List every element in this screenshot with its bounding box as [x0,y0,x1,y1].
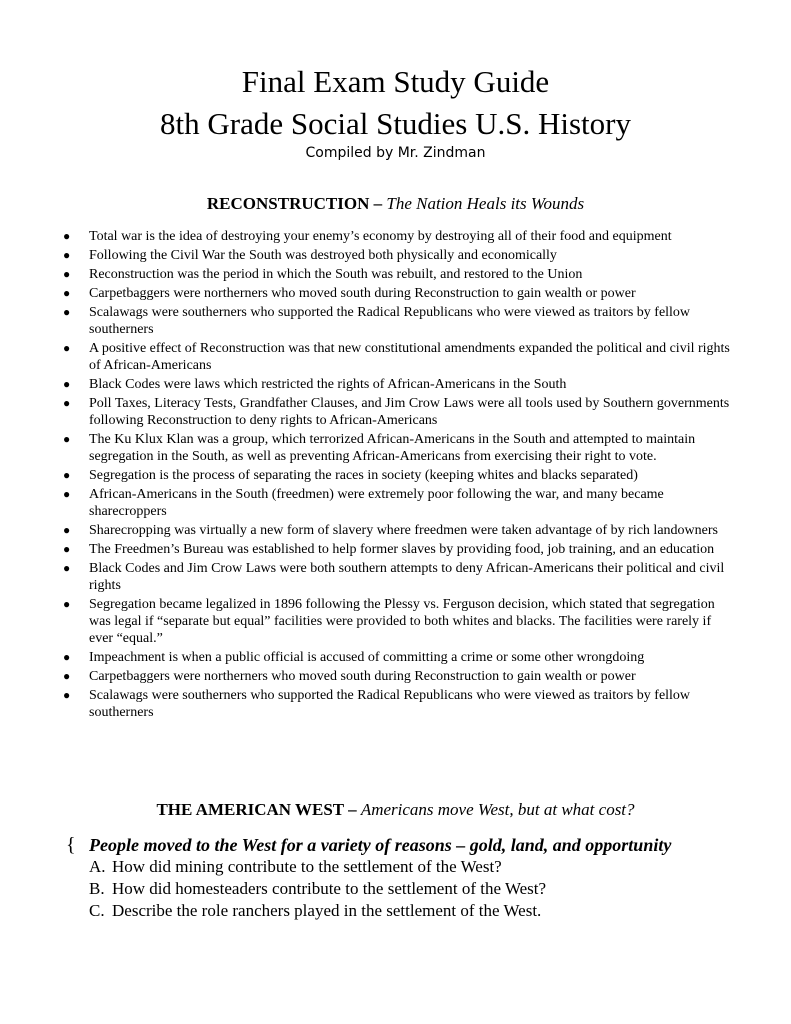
american-west-heading-main: THE AMERICAN WEST – [156,800,357,819]
bullet-icon: ● [63,487,71,501]
question-list [89,856,546,922]
question-text: How did homesteaders contribute to the settlement of the West? [112,879,547,898]
american-west-heading-sub: Americans move West, but at what cost? [360,800,635,819]
bullet-icon: ● [63,248,71,262]
list-item [0,431,791,465]
list-item-text: Reconstruction was the period in which the South was rebuilt, and restored to the Union [89,267,583,282]
list-item [0,304,791,338]
list-item [0,668,791,685]
list-item-text: Black Codes were laws which restricted the rights of African-Americans in the South [89,377,567,392]
bullet-icon: ● [63,597,71,611]
list-item [0,266,791,283]
question-text: Describe the role ranchers played in the settlement of the West. [112,901,542,920]
list-item-text: African-Americans in the South (freedmen) were extremely poor following the war, and many became sharecroppers [89,487,664,519]
list-item [0,467,791,484]
list-item-text: Impeachment is when a public official is accused of committing a crime or some other wrongdoing [89,650,645,665]
bullet-icon: ● [63,669,71,683]
bullet-icon: ● [63,432,71,446]
list-item-text: The Freedmen’s Bureau was established to help former slaves by providing food, job training, and an education [89,542,715,557]
reconstruction-bullet-list [0,228,791,723]
list-item-text: Sharecropping was virtually a new form of slavery where freedmen were taken advantage of by rich landowners [89,523,718,538]
bullet-icon: ● [63,377,71,391]
list-item-text: Following the Civil War the South was destroyed both physically and economically [89,248,557,263]
reconstruction-heading [0,193,791,215]
list-item [0,228,791,245]
reconstruction-heading-sub: The Nation Heals its Wounds [386,194,585,213]
list-item [0,596,791,647]
list-item-text: Poll Taxes, Literacy Tests, Grandfather Clauses, and Jim Crow Laws were all tools used by Southern governments following Reconstruction to deny rights to African-Americans [89,396,730,428]
american-west-topic: People moved to the West for a variety of reasons – gold, land, and opportunity [89,835,672,855]
list-item-text: A positive effect of Reconstruction was that new constitutional amendments expanded the political and civil rights of African-Americans [89,341,730,373]
bullet-icon: ● [63,267,71,281]
list-item [0,247,791,264]
bullet-icon: ● [63,542,71,556]
compiled-by: Compiled by Mr. Zindman [305,145,486,161]
bullet-icon: ● [63,561,71,575]
list-item-text: Scalawags were southerners who supported the Radical Republicans who were viewed as traitors by fellow southerners [89,688,691,720]
bullet-icon: ● [63,229,71,243]
bullet-icon: ● [63,396,71,410]
bullet-icon: ● [63,650,71,664]
bullet-icon: ● [63,305,71,319]
question-letter: B. [89,879,105,898]
list-item-text: Scalawags were southerners who supported the Radical Republicans who were viewed as traitors by fellow southerners [89,305,691,337]
list-item [0,395,791,429]
list-item-text: Segregation is the process of separating the races in society (keeping whites and blacks separated) [89,468,638,483]
list-item [0,376,791,393]
list-item-text: Carpetbaggers were northerners who moved south during Reconstruction to gain wealth or power [89,669,636,684]
list-item-text: Carpetbaggers were northerners who moved south during Reconstruction to gain wealth or power [89,286,636,301]
brace-icon: { [66,834,76,856]
bullet-icon: ● [63,523,71,537]
list-item [0,285,791,302]
bullet-icon: ● [63,341,71,355]
bullet-icon: ● [63,468,71,482]
list-item [0,541,791,558]
list-item [0,486,791,520]
page-title-line-1: Final Exam Study Guide [241,64,550,99]
reconstruction-heading-main: RECONSTRUCTION – [206,194,383,213]
list-item [0,649,791,666]
bullet-icon: ● [63,688,71,702]
list-item-text: Black Codes and Jim Crow Laws were both southern attempts to deny African-Americans their political and civil rights [89,561,725,593]
list-item [0,340,791,374]
list-item-text: Segregation became legalized in 1896 following the Plessy vs. Ferguson decision, which stated that segregation was legal if “separate but equal” facilities were provided to both whites and blacks. The facilities were rarely if ever “equal.” [89,597,715,646]
list-item [0,687,791,721]
american-west-heading [0,799,791,821]
question-letter: A. [89,857,106,876]
list-item [89,856,546,878]
list-item [89,878,546,900]
bullet-icon: ● [63,286,71,300]
list-item [0,522,791,539]
list-item-text: Total war is the idea of destroying your enemy’s economy by destroying all of their food and equipment [89,229,672,244]
page-title-line-2: 8th Grade Social Studies U.S. History [160,106,631,141]
list-item-text: The Ku Klux Klan was a group, which terrorized African-Americans in the South and attempted to maintain segregation in the South, as well as preventing African-Americans from exercising their right to vote. [89,432,696,464]
list-item [0,560,791,594]
question-letter: C. [89,901,105,920]
list-item [89,900,546,922]
question-text: How did mining contribute to the settlement of the West? [112,857,502,876]
